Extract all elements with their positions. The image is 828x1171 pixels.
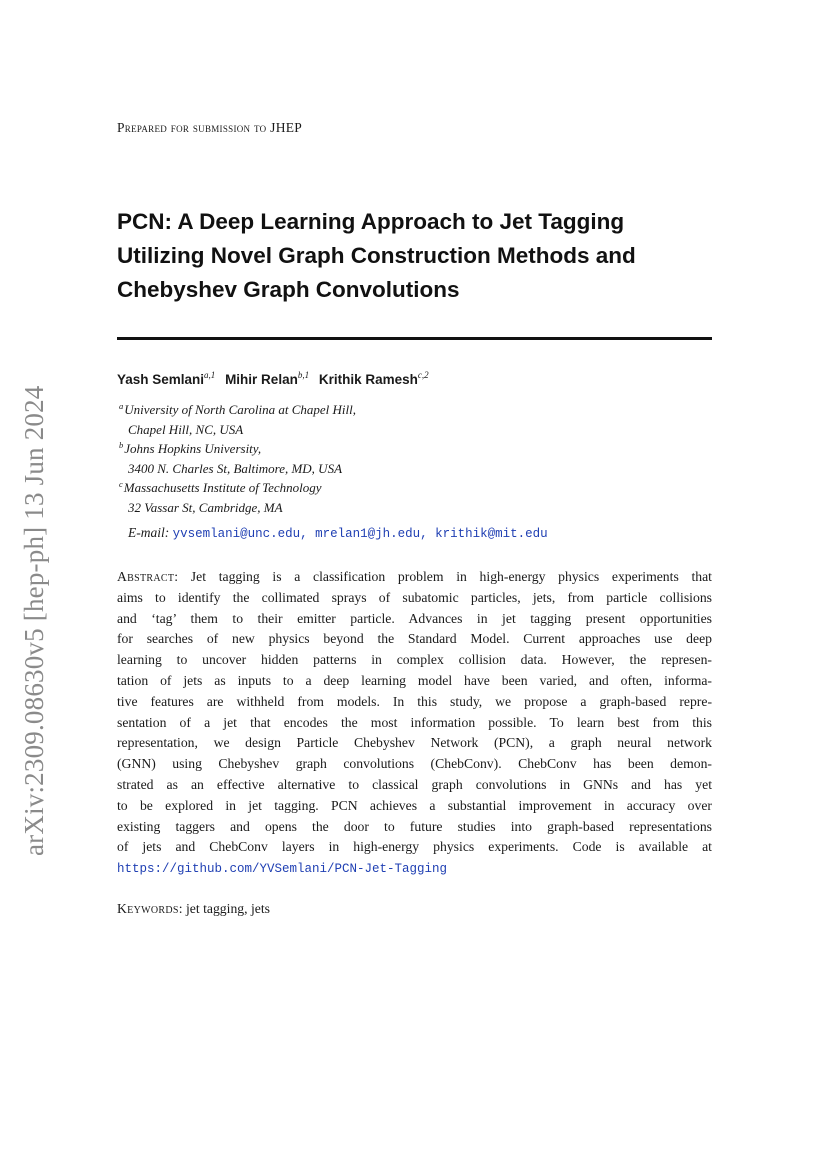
abstract-line: tation of jets as inputs to a deep learning model have been varied, and often, informa-: [117, 672, 712, 688]
affiliation-mark: b: [119, 440, 124, 450]
author-name: Mihir Relan: [225, 372, 298, 387]
author-affiliation-mark: a,1: [204, 370, 216, 380]
affiliation-text: Johns Hopkins University,: [124, 441, 262, 456]
abstract-line: and ‘tag’ them to their emitter particle. Advances in jet tagging present opportunities: [117, 610, 712, 626]
affiliation-list: [119, 400, 356, 517]
abstract-line: (GNN) using Chebyshev graph convolutions (ChebConv). ChebConv has been demon-: [117, 756, 712, 772]
code-repository-link[interactable]: https://github.com/YVSemlani/PCN-Jet-Tagging: [117, 862, 448, 877]
abstract-line: learning to uncover hidden patterns in complex collision data. However, the represen-: [117, 652, 712, 668]
abstract-line: of jets and ChebConv layers in high-energy physics experiments. Code is available at: [117, 839, 712, 855]
abstract-label: Abstract: [117, 569, 175, 584]
affiliation-line: [119, 400, 356, 420]
email-addresses[interactable]: yvsemlani@unc.edu, mrelan1@jh.edu, krithik@mit.edu: [172, 527, 548, 541]
affiliation-text: Massachusetts Institute of Technology: [123, 480, 322, 495]
author: [319, 372, 429, 387]
email-label: E-mail:: [128, 525, 170, 540]
author-affiliation-mark: b,1: [297, 370, 310, 380]
affiliation-mark: c: [119, 479, 123, 489]
affiliation-mark: a: [119, 401, 124, 411]
affiliation-line: 3400 N. Charles St, Baltimore, MD, USA: [128, 460, 343, 476]
title-line: Chebyshev Graph Convolutions: [117, 277, 460, 302]
keywords: Keywords: jet tagging, jets: [117, 901, 270, 916]
author: [225, 372, 309, 387]
email-line: [128, 525, 548, 541]
abstract-line: for searches of new physics beyond the Standard Model. Current approaches use deep: [117, 631, 712, 647]
keywords-text: jet tagging, jets: [185, 901, 270, 916]
affiliation-text: University of North Carolina at Chapel Hill,: [124, 402, 356, 417]
abstract-text: Jet tagging is a classification problem in high-energy physics experiments that: [190, 569, 712, 584]
affiliation-line: Chapel Hill, NC, USA: [128, 421, 244, 437]
affiliation-line: [119, 478, 356, 498]
abstract-line: existing taggers and opens the door to future studies into graph-based representations: [117, 818, 712, 834]
abstract-line: tive features are withheld from models. In this study, we propose a graph-based repre-: [117, 693, 712, 709]
abstract-line: sentation of a jet that encodes the most information possible. To learn best from this: [117, 714, 712, 730]
affiliation-line: [119, 439, 356, 459]
author-name: Krithik Ramesh: [318, 372, 418, 387]
abstract: [117, 567, 712, 879]
author-list: [117, 372, 435, 387]
author-name: Yash Semlani: [117, 372, 205, 387]
abstract-line: strated as an effective alternative to classical graph convolutions in GNNs and has yet: [117, 776, 712, 792]
arxiv-identifier: arXiv:2309.08630v5 [hep-ph] 13 Jun 2024: [19, 385, 49, 856]
affiliation-line: 32 Vassar St, Cambridge, MA: [128, 499, 283, 515]
author: [117, 372, 215, 387]
title-line: Utilizing Novel Graph Construction Methods and: [117, 243, 636, 268]
title-line: PCN: A Deep Learning Approach to Jet Tagging: [117, 209, 625, 234]
abstract-line: aims to identify the collimated sprays of subatomic particles, jets, from particle collisions: [117, 589, 712, 605]
title-rule: [117, 337, 712, 340]
abstract-line: Abstract: Jet tagging is a classification problem in high-energy physics experiments that: [117, 569, 712, 584]
abstract-line: to be explored in jet tagging. PCN achieves a substantial improvement in accuracy over: [117, 797, 712, 813]
author-affiliation-mark: c,2: [417, 370, 429, 380]
abstract-line: representation, we design Particle Chebyshev Network (PCN), a graph neural network: [117, 735, 712, 751]
paper-title: [117, 205, 717, 307]
keywords-label: Keywords: [117, 901, 179, 916]
abstract-line: [117, 858, 712, 879]
journal-note: Prepared for submission to JHEP: [117, 120, 303, 135]
